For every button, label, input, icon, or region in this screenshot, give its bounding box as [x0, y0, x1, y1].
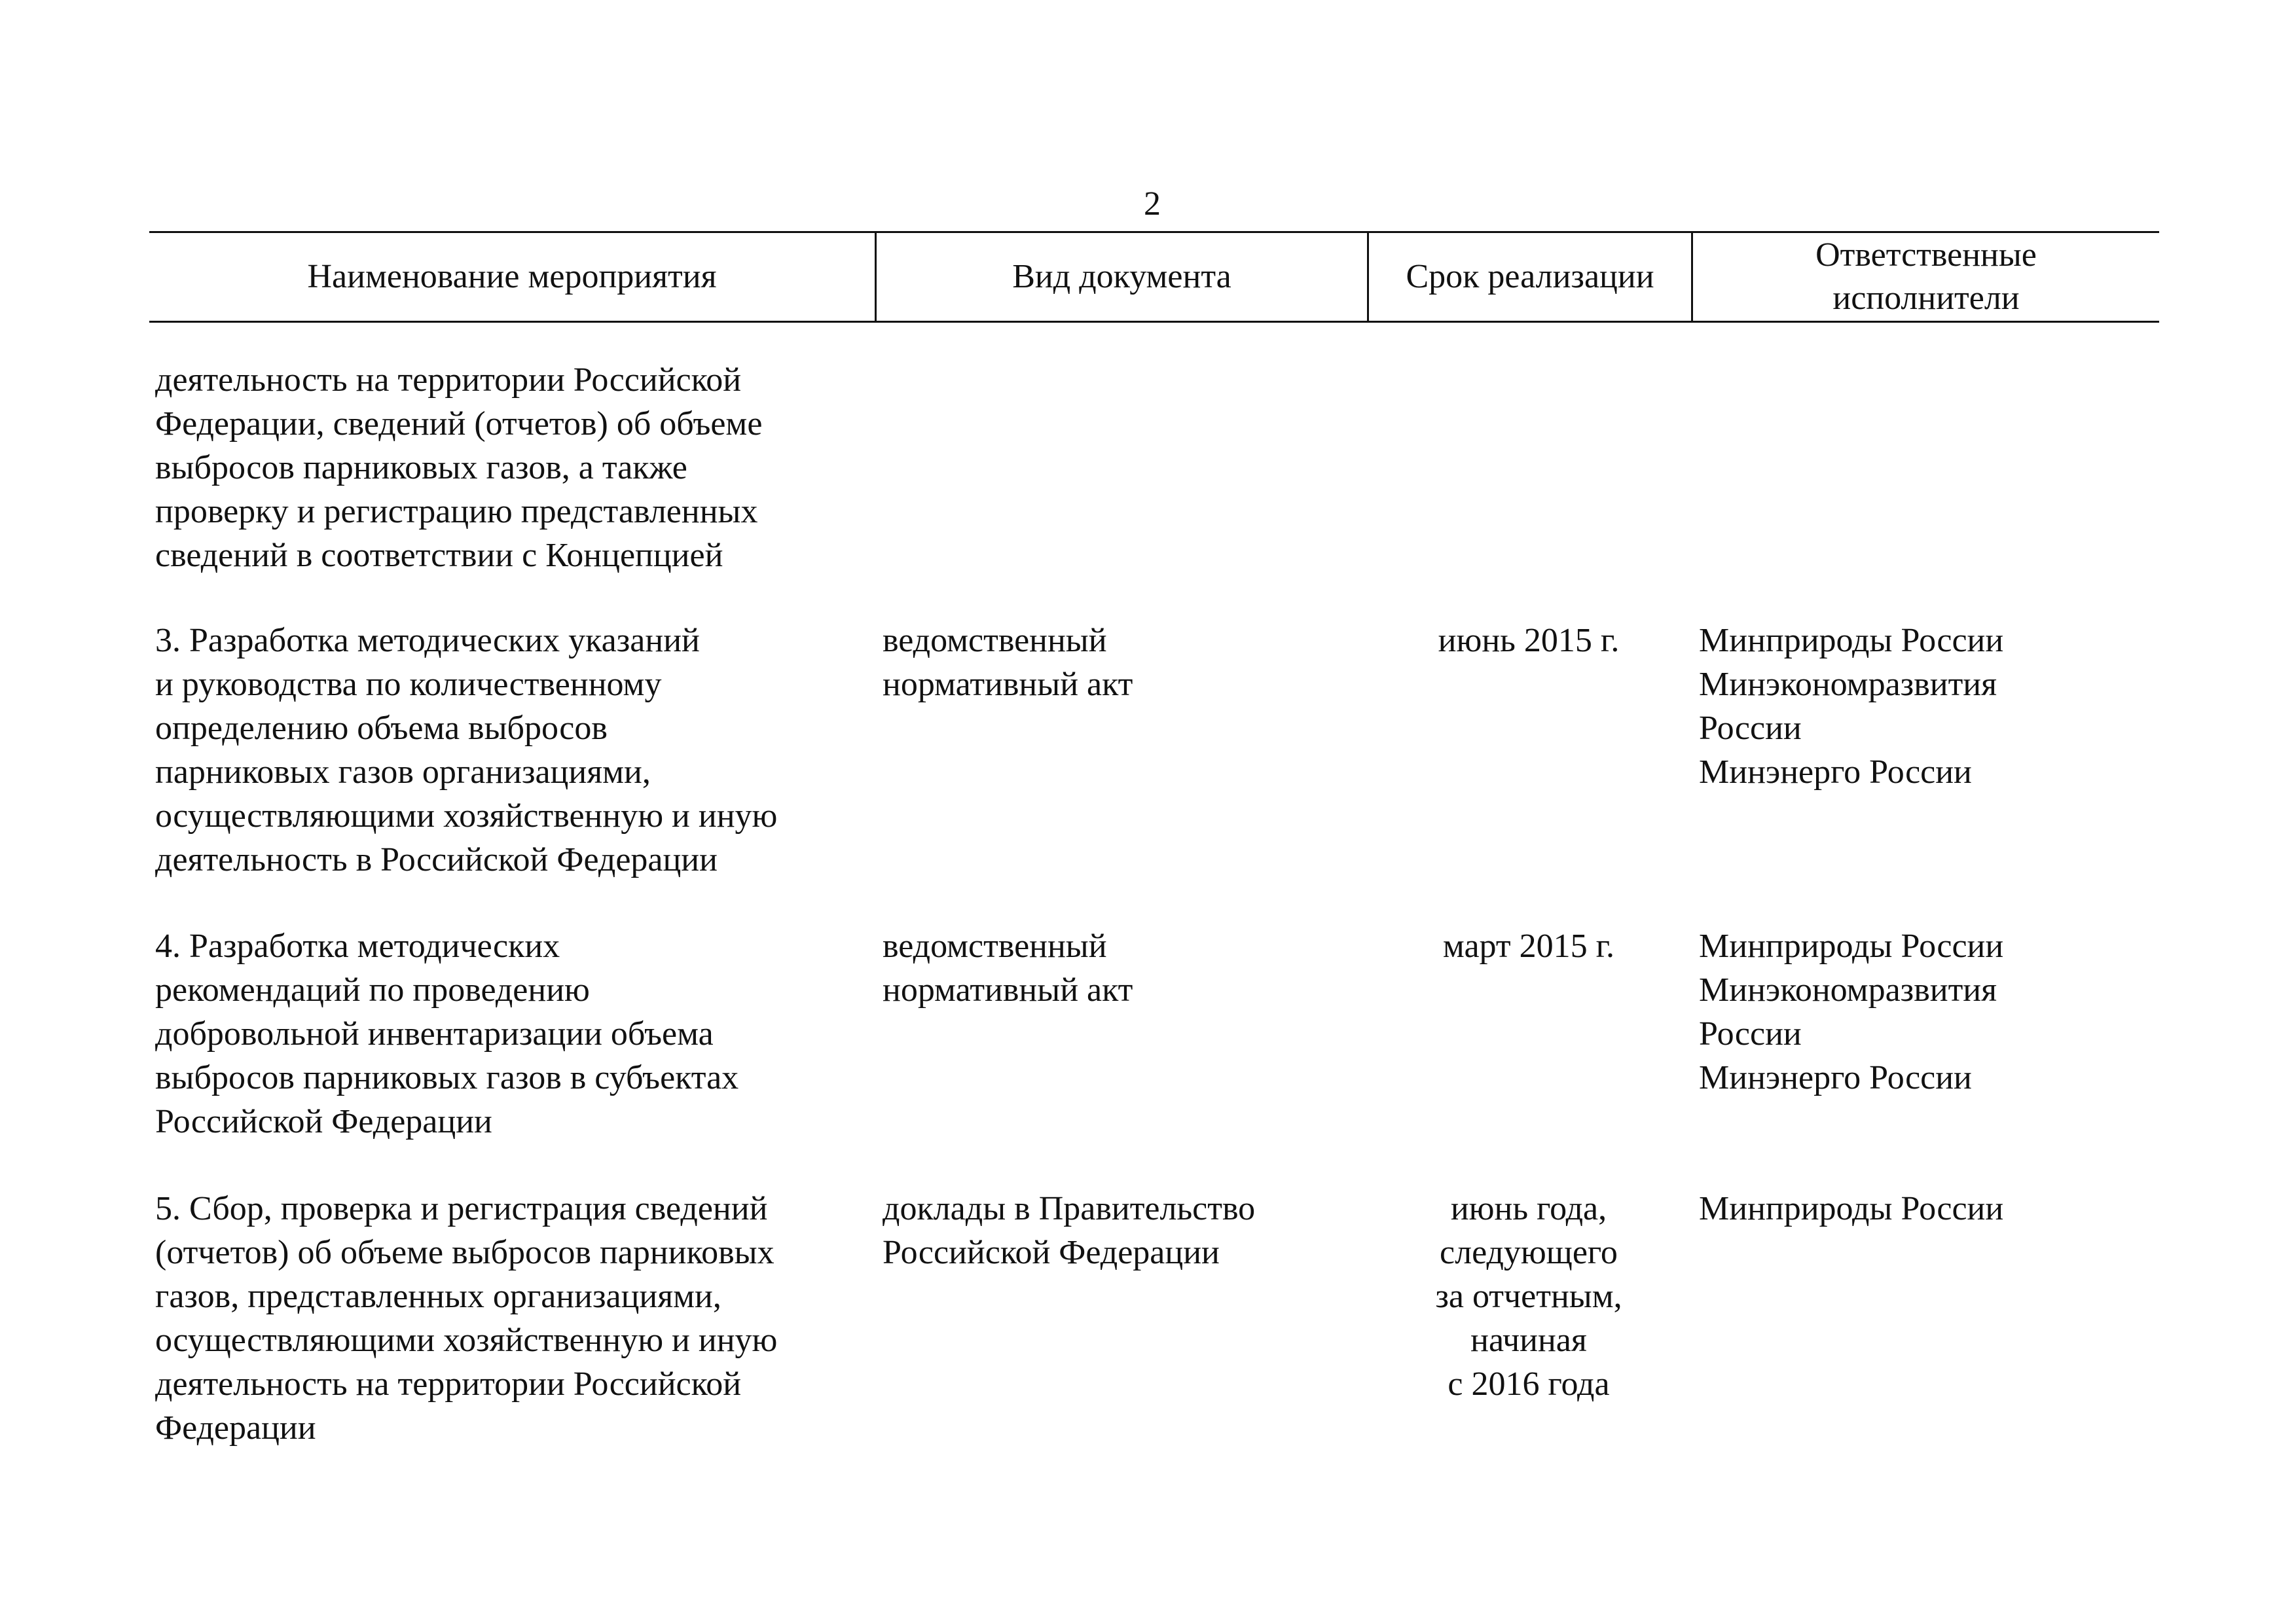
row-3-doc-type: доклады в Правительство Российской Федерации — [883, 1190, 1256, 1271]
table-header-bottom-rule — [149, 321, 2159, 323]
header-doc-type: Вид документа — [1012, 257, 1231, 295]
row-1-executors: Минприроды России Минэкономразвития России Минэнерго России — [1699, 622, 2004, 791]
row-1-doc-type: ведомственный нормативный акт — [883, 622, 1133, 703]
row-3-term: июнь года, следующего за отчетным, начиная с 2016 года — [1435, 1190, 1622, 1403]
header-executors: Ответственные исполнители — [1815, 236, 2037, 317]
row-2-executors: Минприроды России Минэкономразвития России Минэнерго России — [1699, 928, 2004, 1096]
row-0-name: деятельность на территории Российской Федерации, сведений (отчетов) об объеме выбросов парниковых газов, а также проверку и регистрацию представленных сведений в соответствии с Концепцией — [155, 361, 763, 574]
row-1-name: 3. Разработка методических указаний и руководства по количественному определению объема выбросов парниковых газов организациями, осуществляющими хозяйственную и иную деятельность в Российской Федерации — [155, 622, 778, 878]
row-2-term: март 2015 г. — [1442, 928, 1615, 965]
row-3-name: 5. Сбор, проверка и регистрация сведений (отчетов) об объеме выбросов парниковых газов, представленных организациями, осуществляющими хозяйственную и иную деятельность на территории Российской Федерации — [155, 1190, 778, 1447]
row-3-executors: Минприроды России — [1699, 1190, 2004, 1227]
page-number: 2 — [1144, 185, 1161, 223]
row-2-doc-type: ведомственный нормативный акт — [883, 928, 1133, 1009]
row-1-term: июнь 2015 г. — [1438, 622, 1620, 659]
row-2-name: 4. Разработка методических рекомендаций по проведению добровольной инвентаризации объема выбросов парниковых газов в субъектах Российской Федерации — [155, 928, 739, 1140]
header-term: Срок реализации — [1406, 257, 1654, 295]
header-name: Наименование мероприятия — [307, 257, 717, 295]
